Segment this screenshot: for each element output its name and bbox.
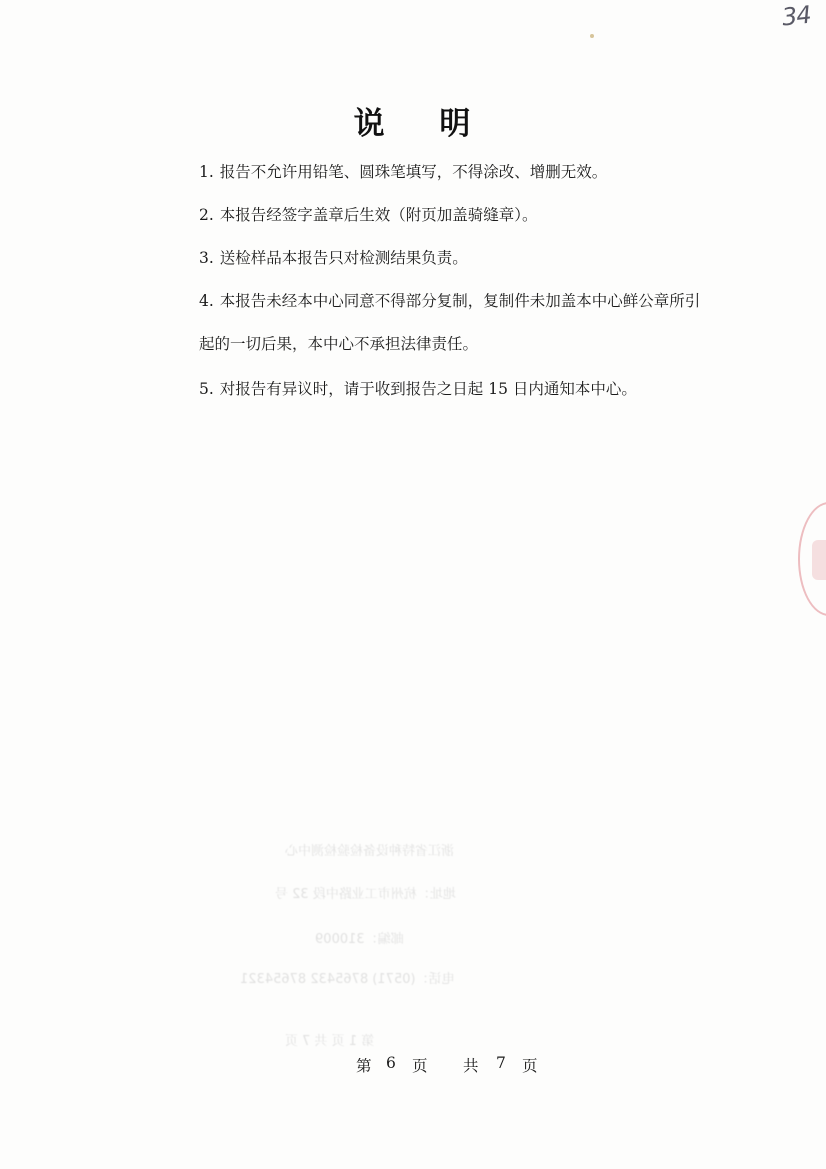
clause-3 [199,248,468,268]
handwritten-page-number: 34 [780,0,812,32]
footer-page-prefix: 第 [356,1057,372,1075]
clause-number: 5. [199,380,214,398]
red-seal-edge-fill [812,540,826,580]
footer-page-unit: 页 [412,1057,428,1075]
clause-text: 对报告有异议时，请于收到报告之日起 15 日内通知本中心。 [219,380,637,398]
footer-total-unit: 页 [522,1057,538,1075]
clause-text: 报告不允许用铅笔、圆珠笔填写，不得涂改、增删无效。 [219,163,608,181]
clause-number: 4. [199,292,214,310]
clause-number: 1. [199,163,214,181]
paper-speck [590,34,594,38]
page-title: 说 明 [353,106,493,142]
footer-page-total: 7 [496,1054,506,1072]
footer-total-prefix: 共 [463,1057,479,1075]
bleed-through-line: 电话：(0571) 8765432 87654321 [240,972,455,987]
clause-text: 送检样品本报告只对检测结果负责。 [219,249,468,267]
bleed-through-line: 浙江省特种设备检验检测中心 [285,844,455,859]
bleed-through-line: 邮编：310009 [315,932,404,947]
clause-text: 本报告未经本中心同意不得部分复制，复制件未加盖本中心鲜公章所引 [219,292,701,310]
clause-number: 2. [199,206,214,224]
clause-2 [199,205,538,225]
clause-4-continuation: 起的一切后果，本中心不承担法律责任。 [199,335,479,353]
clause-1 [199,162,607,182]
clause-4 [199,291,700,311]
footer-page-current: 6 [386,1054,396,1072]
clause-5 [199,379,637,399]
clause-number: 3. [199,249,214,267]
clause-text: 本报告经签字盖章后生效（附页加盖骑缝章）。 [219,206,538,224]
bleed-through-line: 地址：杭州市工业路中段 32 号 [275,887,456,902]
bleed-through-line: 第 1 页 共 7 页 [285,1034,375,1049]
